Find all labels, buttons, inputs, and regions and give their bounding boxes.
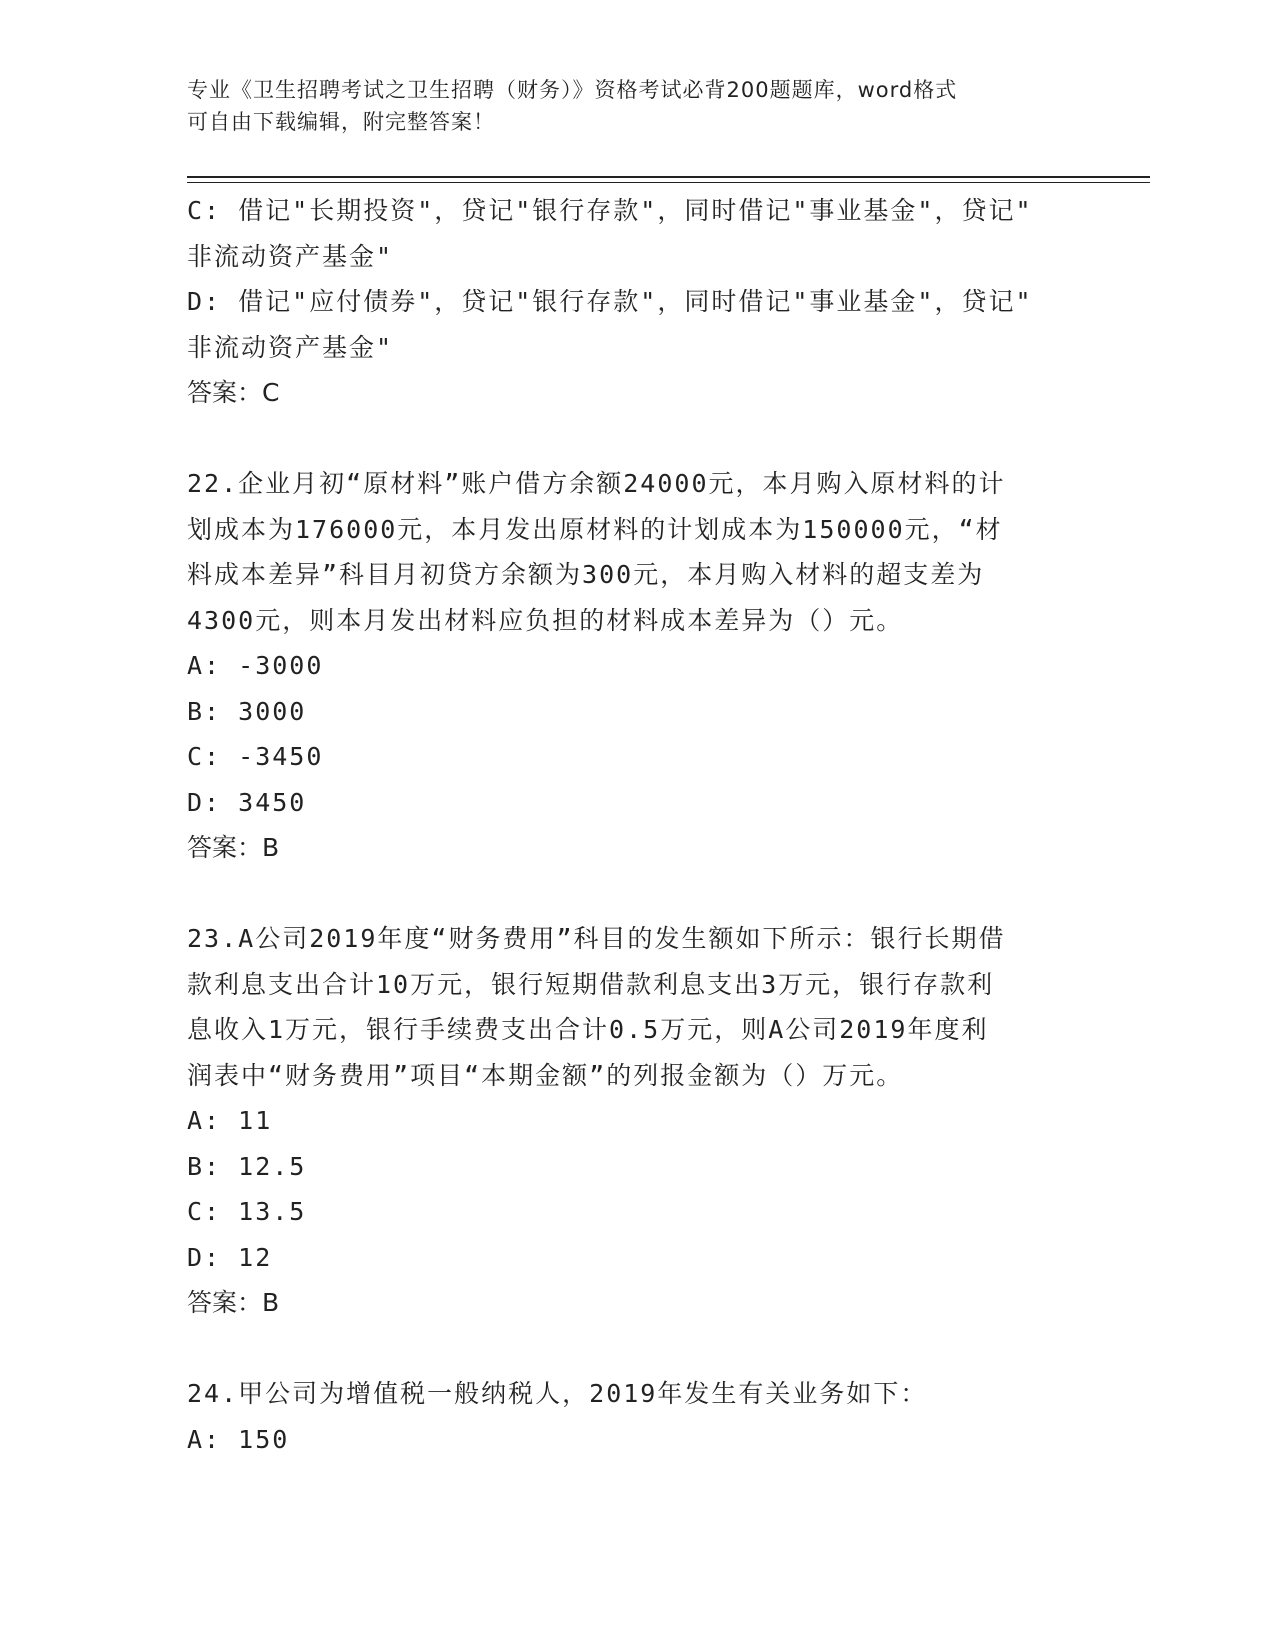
question-text-line: 润表中“财务费用”项目“本期金额”的列报金额为（）万元。 xyxy=(187,1060,904,1090)
question-text-line: 22.企业月初“原材料”账户借方余额24000元，本月购入原材料的计 xyxy=(187,469,1006,498)
question-23 xyxy=(187,916,1087,1326)
answer-line: 答案：B xyxy=(187,1288,280,1317)
header-divider-thick xyxy=(187,176,1150,178)
spacer xyxy=(187,1326,1087,1372)
header-line: 可自由下载编辑，附完整答案！ xyxy=(187,110,495,134)
question-content xyxy=(187,188,1087,1462)
header-divider-thin xyxy=(187,182,1150,183)
option-a: A: -3000 xyxy=(187,651,324,680)
option-line: 非流动资产基金" xyxy=(187,332,394,362)
option-c: C: -3450 xyxy=(187,742,324,771)
option-line: 非流动资产基金" xyxy=(187,241,394,271)
option-line: C: 借记"长期投资"，贷记"银行存款"，同时借记"事业基金"，贷记" xyxy=(187,196,1033,225)
option-line: D: 借记"应付债券"，贷记"银行存款"，同时借记"事业基金"，贷记" xyxy=(187,287,1033,316)
answer-line: 答案：B xyxy=(187,833,280,862)
document-header xyxy=(187,74,1067,138)
question-text-line: 款利息支出合计10万元，银行短期借款利息支出3万元，银行存款利 xyxy=(187,969,995,999)
prev-question-block xyxy=(187,188,1087,416)
option-a: A: 150 xyxy=(187,1424,290,1454)
spacer xyxy=(187,416,1087,462)
question-24 xyxy=(187,1371,1087,1462)
question-text-line: 息收入1万元，银行手续费支出合计0.5万元，则A公司2019年度利 xyxy=(187,1015,989,1044)
question-22 xyxy=(187,461,1087,871)
option-c: C: 13.5 xyxy=(187,1197,307,1226)
answer-line: 答案：C xyxy=(187,378,280,407)
option-d: D: 12 xyxy=(187,1242,273,1272)
header-line: 专业《卫生招聘考试之卫生招聘（财务）》资格考试必背200题题库，word格式 xyxy=(187,78,958,102)
question-text-line: 4300元，则本月发出材料应负担的材料成本差异为（）元。 xyxy=(187,605,904,635)
question-text-line: 23.A公司2019年度“财务费用”科目的发生额如下所示：银行长期借 xyxy=(187,924,1006,953)
option-b: B: 3000 xyxy=(187,696,307,726)
question-text-line: 料成本差异”科目月初贷方余额为300元，本月购入材料的超支差为 xyxy=(187,560,985,589)
question-text-line: 24.甲公司为增值税一般纳税人，2019年发生有关业务如下： xyxy=(187,1379,928,1408)
option-d: D: 3450 xyxy=(187,787,307,817)
option-b: B: 12.5 xyxy=(187,1151,307,1181)
question-text-line: 划成本为176000元，本月发出原材料的计划成本为150000元，“材 xyxy=(187,514,1003,544)
option-a: A: 11 xyxy=(187,1106,273,1135)
spacer xyxy=(187,871,1087,917)
